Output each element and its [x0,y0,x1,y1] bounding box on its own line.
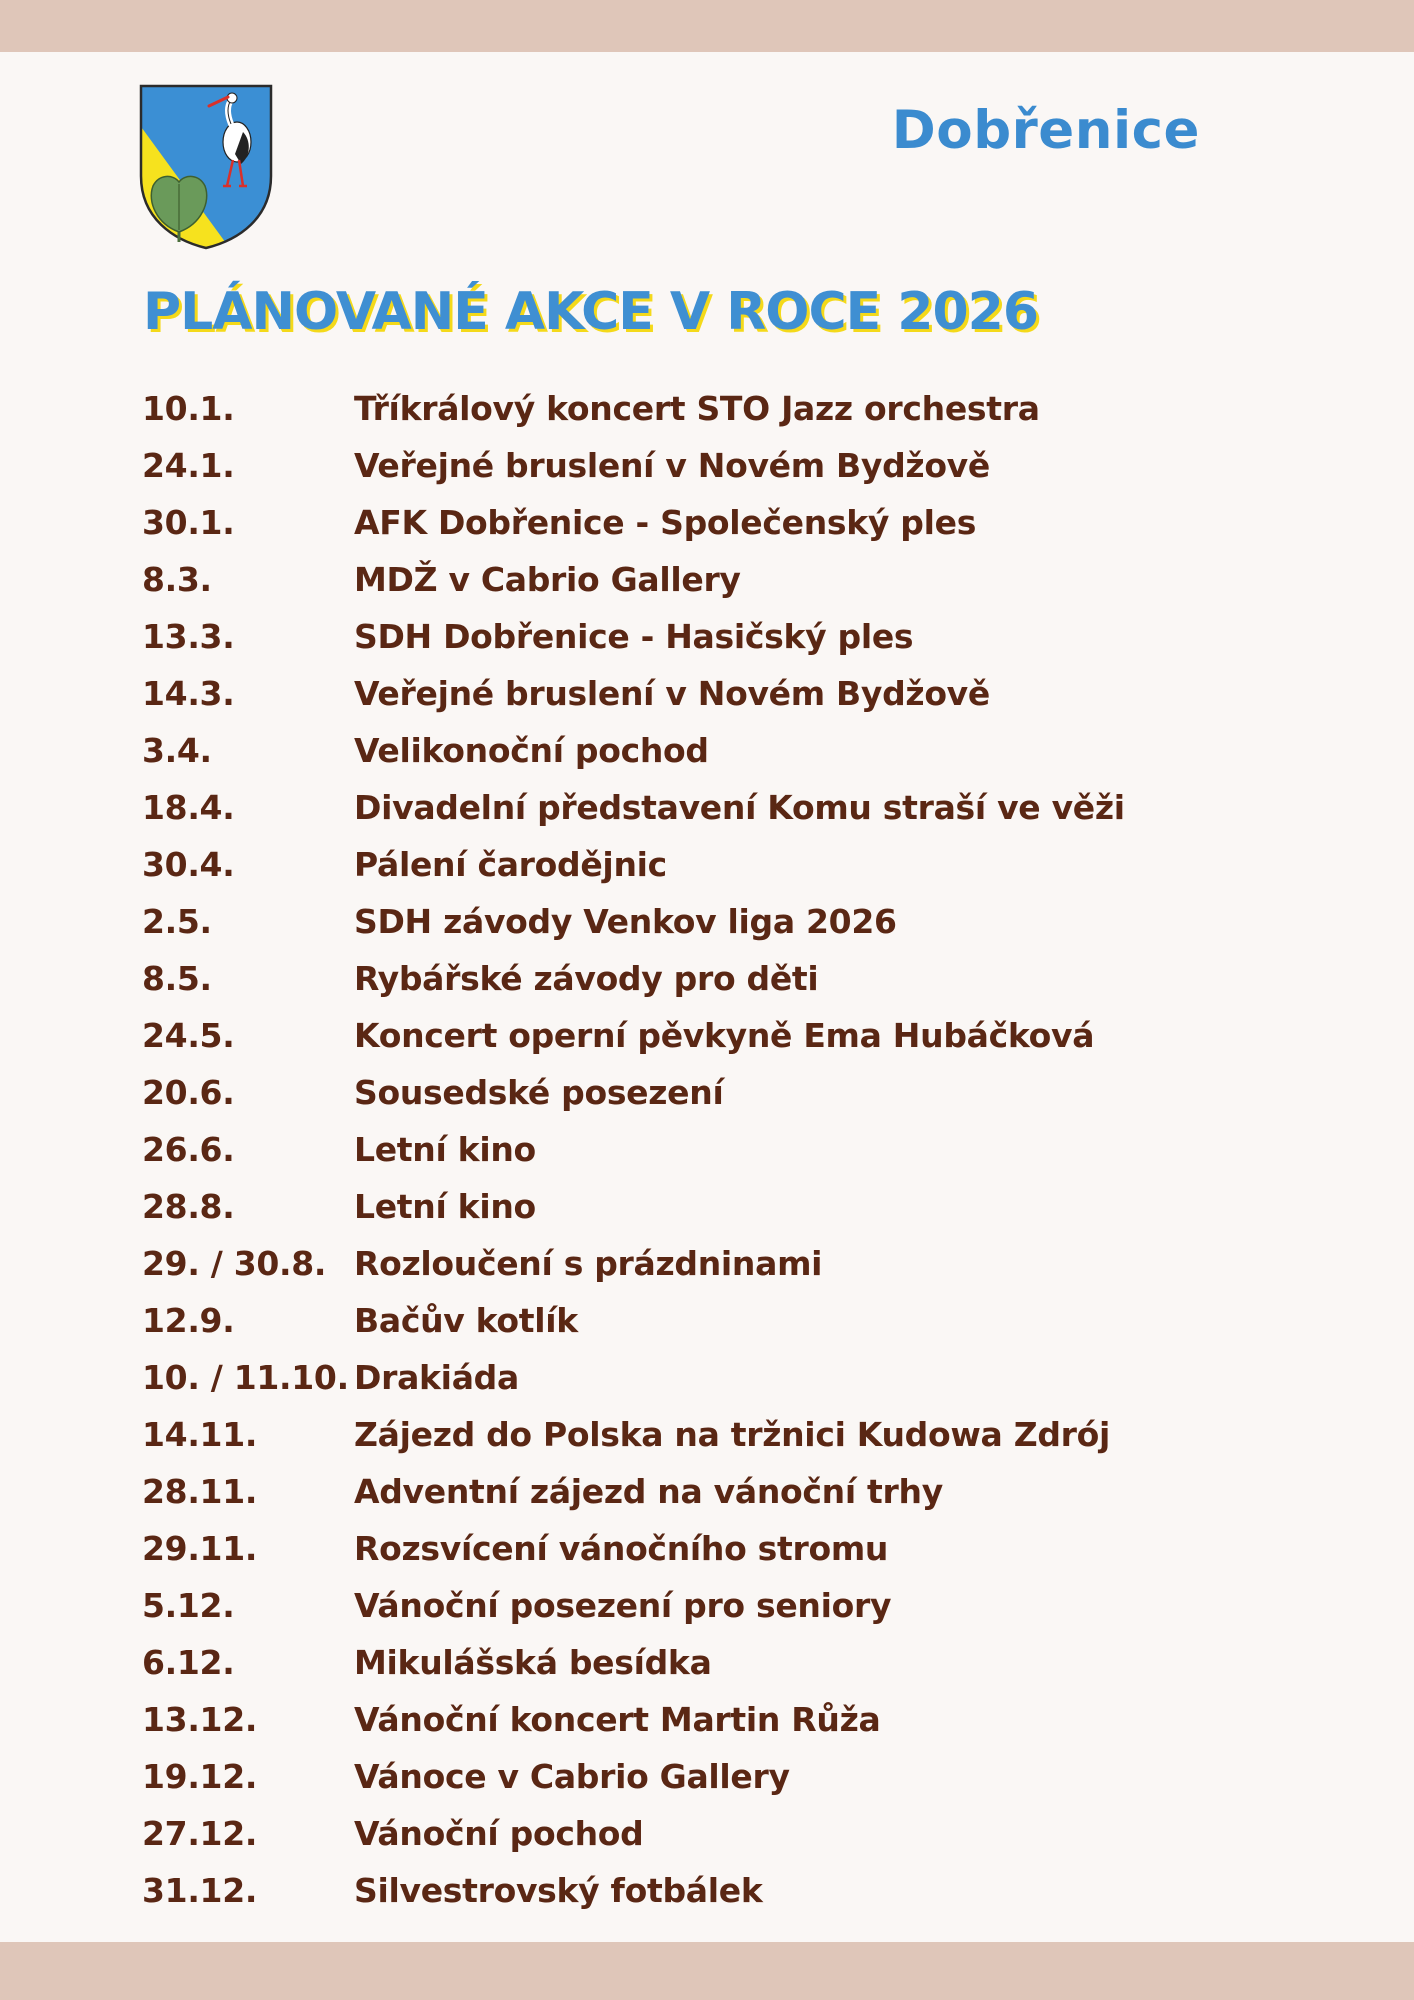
event-date: 8.3. [142,560,212,599]
event-row [142,1121,1262,1178]
event-date: 24.1. [142,446,235,485]
event-name: Veřejné bruslení v Novém Bydžově [354,674,990,713]
event-date: 30.4. [142,845,235,884]
event-row [142,1406,1262,1463]
event-row [142,1064,1262,1121]
event-date: 12.9. [142,1301,235,1340]
event-date: 5.12. [142,1586,235,1625]
event-name: Letní kino [354,1187,536,1226]
event-date: 13.12. [142,1700,258,1739]
event-row [142,1292,1262,1349]
event-name: Velikonoční pochod [354,731,709,770]
event-row [142,494,1262,551]
event-date: 29.11. [142,1529,258,1568]
event-row [142,1805,1262,1862]
event-row [142,893,1262,950]
event-row [142,1235,1262,1292]
event-row [142,1748,1262,1805]
event-name: Rozsvícení vánočního stromu [354,1529,889,1568]
event-name: Rozloučení s prázdninami [354,1244,823,1283]
event-row [142,380,1262,437]
event-name: Vánoční koncert Martin Růža [354,1700,881,1739]
event-name: Mikulášská besídka [354,1643,712,1682]
event-name: AFK Dobřenice - Společenský ples [354,503,977,542]
event-list [142,380,1262,1919]
event-row [142,1691,1262,1748]
event-name: MDŽ v Cabrio Gallery [354,560,741,599]
event-date: 27.12. [142,1814,258,1853]
top-band [0,0,1414,52]
event-name: Zájezd do Polska na tržnici Kudowa Zdrój [354,1415,1111,1454]
event-date: 29. / 30.8. [142,1244,327,1283]
event-name: Pálení čarodějnic [354,845,667,884]
event-date: 19.12. [142,1757,258,1796]
event-row [142,1463,1262,1520]
event-row [142,779,1262,836]
event-name: Tříkrálový koncert STO Jazz orchestra [354,389,1040,428]
event-row [142,608,1262,665]
event-row [142,665,1262,722]
event-date: 20.6. [142,1073,235,1112]
event-date: 24.5. [142,1016,235,1055]
event-name: Letní kino [354,1130,536,1169]
event-date: 8.5. [142,959,212,998]
event-date: 6.12. [142,1643,235,1682]
event-row [142,1178,1262,1235]
event-date: 2.5. [142,902,212,941]
event-date: 31.12. [142,1871,258,1910]
page-title: PLÁNOVANÉ AKCE V ROCE 2026 [143,282,1039,342]
event-name: Vánoce v Cabrio Gallery [354,1757,790,1796]
event-name: Bačův kotlík [354,1301,578,1340]
event-date: 13.3. [142,617,235,656]
event-row [142,722,1262,779]
event-date: 18.4. [142,788,235,827]
event-date: 14.11. [142,1415,258,1454]
event-name: SDH Dobřenice - Hasičský ples [354,617,914,656]
event-name: Vánoční posezení pro seniory [354,1586,892,1625]
event-name: Koncert operní pěvkyně Ema Hubáčková [354,1016,1095,1055]
event-row [142,1007,1262,1064]
event-row [142,1577,1262,1634]
event-name: Rybářské závody pro děti [354,959,819,998]
event-row [142,1634,1262,1691]
event-date: 28.11. [142,1472,258,1511]
event-name: Veřejné bruslení v Novém Bydžově [354,446,990,485]
event-name: Drakiáda [354,1358,519,1397]
event-date: 26.6. [142,1130,235,1169]
event-date: 3.4. [142,731,212,770]
event-row [142,1862,1262,1919]
event-date: 30.1. [142,503,235,542]
town-name: Dobřenice [891,100,1200,161]
event-date: 10.1. [142,389,235,428]
event-date: 28.8. [142,1187,235,1226]
bottom-band [0,1942,1414,2000]
event-row [142,437,1262,494]
event-name: SDH závody Venkov liga 2026 [354,902,897,941]
event-row [142,1349,1262,1406]
event-row [142,836,1262,893]
event-date: 14.3. [142,674,235,713]
event-row [142,551,1262,608]
event-name: Sousedské posezení [354,1073,724,1112]
event-row [142,950,1262,1007]
coat-of-arms-icon [139,84,273,250]
event-name: Divadelní představení Komu straší ve věži [354,788,1125,827]
event-date: 10. / 11.10. [142,1358,349,1397]
event-row [142,1520,1262,1577]
event-name: Silvestrovský fotbálek [354,1871,763,1910]
event-name: Adventní zájezd na vánoční trhy [354,1472,943,1511]
event-name: Vánoční pochod [354,1814,644,1853]
